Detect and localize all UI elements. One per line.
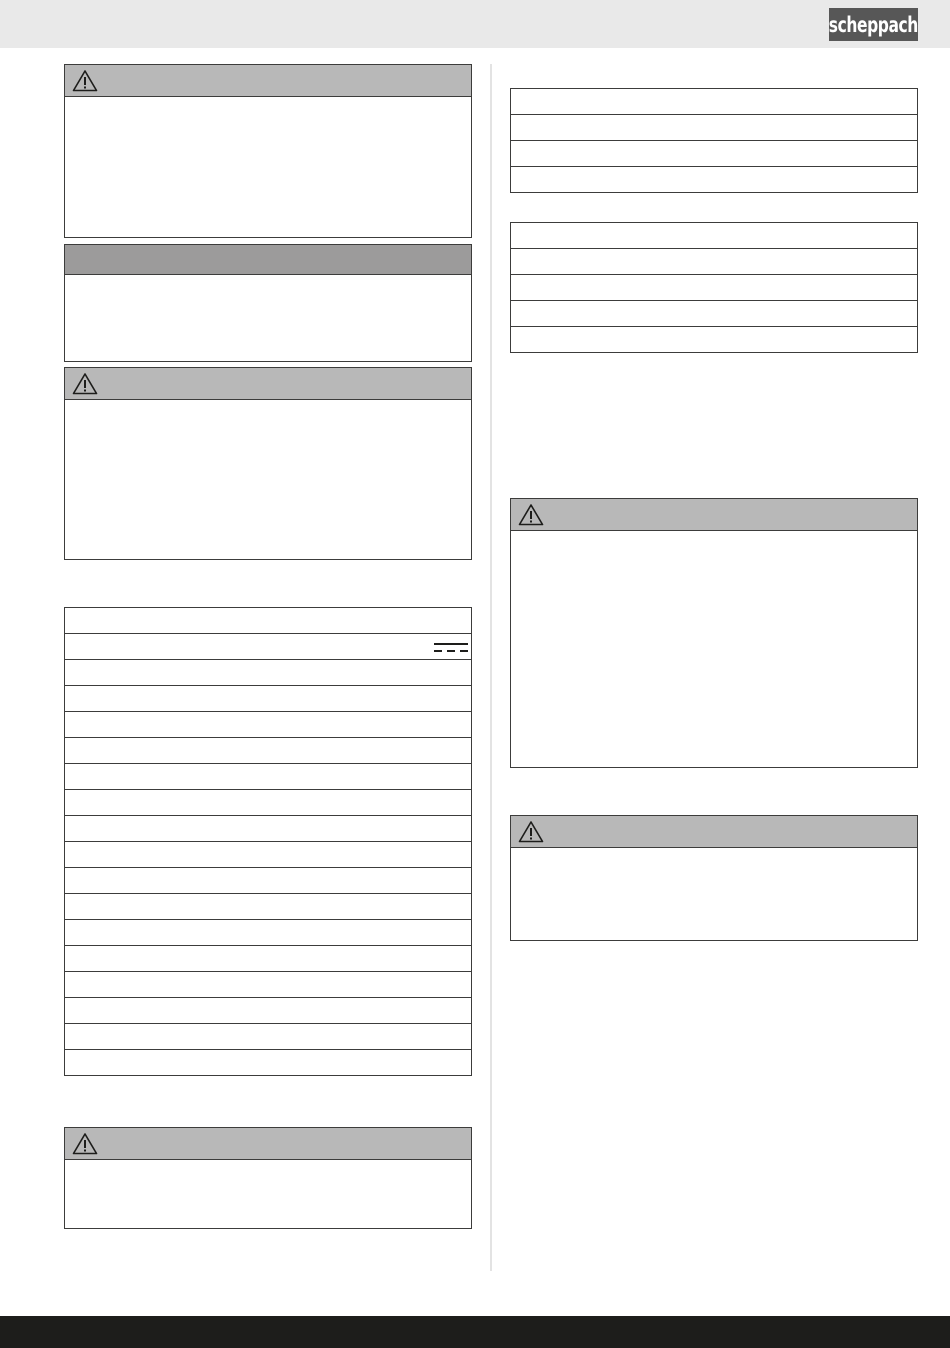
technical-data-table bbox=[64, 607, 472, 1076]
warning-box-header bbox=[65, 65, 471, 97]
table-row bbox=[65, 790, 471, 816]
table-row bbox=[511, 89, 917, 115]
warning-triangle-icon bbox=[518, 503, 544, 526]
warning-triangle-icon bbox=[72, 1132, 98, 1155]
noise-table-1 bbox=[510, 88, 918, 193]
table-row bbox=[65, 712, 471, 738]
table-row bbox=[65, 920, 471, 946]
note-box-header bbox=[65, 245, 471, 275]
footer-band bbox=[0, 1316, 950, 1348]
warning-triangle-icon bbox=[518, 820, 544, 843]
table-row bbox=[65, 894, 471, 920]
warning-box-1 bbox=[64, 64, 472, 238]
table-row bbox=[65, 842, 471, 868]
table-row bbox=[511, 301, 917, 327]
table-row bbox=[65, 634, 471, 660]
table-row bbox=[65, 868, 471, 894]
table-row bbox=[511, 275, 917, 301]
warning-box-header bbox=[65, 1128, 471, 1160]
table-row bbox=[65, 764, 471, 790]
direct-current-icon bbox=[434, 643, 468, 653]
table-row bbox=[65, 946, 471, 972]
table-row bbox=[511, 115, 917, 141]
table-row bbox=[65, 972, 471, 998]
noise-table-2 bbox=[510, 222, 918, 353]
warning-triangle-icon bbox=[72, 69, 98, 92]
top-band bbox=[0, 0, 950, 48]
warning-triangle-icon bbox=[72, 372, 98, 395]
table-row bbox=[511, 249, 917, 275]
table-row bbox=[511, 327, 917, 353]
column-divider bbox=[490, 64, 492, 1271]
warning-box-header bbox=[511, 499, 917, 531]
note-box bbox=[64, 244, 472, 362]
table-row bbox=[511, 223, 917, 249]
table-row bbox=[65, 816, 471, 842]
brand-logo-text: scheppach bbox=[828, 12, 919, 37]
table-row bbox=[65, 1050, 471, 1076]
table-row bbox=[65, 660, 471, 686]
table-row bbox=[65, 686, 471, 712]
table-row bbox=[65, 1024, 471, 1050]
warning-box-5 bbox=[510, 815, 918, 941]
warning-box-2 bbox=[64, 367, 472, 560]
table-row bbox=[65, 998, 471, 1024]
brand-logo bbox=[829, 8, 918, 41]
warning-box-header bbox=[65, 368, 471, 400]
warning-box-header bbox=[511, 816, 917, 848]
table-row bbox=[511, 141, 917, 167]
table-row bbox=[511, 167, 917, 193]
table-row bbox=[65, 738, 471, 764]
warning-box-3 bbox=[64, 1127, 472, 1229]
table-row bbox=[65, 608, 471, 634]
warning-box-4 bbox=[510, 498, 918, 768]
